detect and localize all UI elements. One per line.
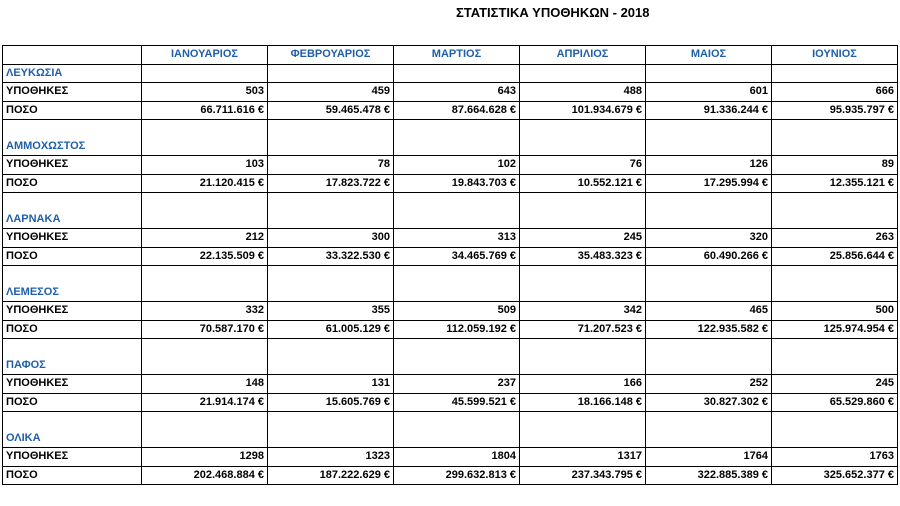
region-row bbox=[3, 357, 898, 375]
mortgage-amount-cell: 17.295.994 € bbox=[646, 174, 772, 193]
mortgage-count-cell: 102 bbox=[394, 156, 520, 175]
mortgage-amount-cell: 60.490.266 € bbox=[646, 247, 772, 266]
mortgage-amount-cell: 35.483.323 € bbox=[520, 247, 646, 266]
empty-cell bbox=[142, 357, 268, 375]
empty-cell bbox=[520, 430, 646, 448]
empty-cell bbox=[520, 357, 646, 375]
empty-cell bbox=[646, 211, 772, 229]
mortgage-amount-cell: 33.322.530 € bbox=[268, 247, 394, 266]
empty-cell bbox=[142, 284, 268, 302]
row-label-count: ΥΠΟΘΗΚΕΣ bbox=[3, 375, 142, 394]
empty-cell bbox=[3, 339, 142, 357]
empty-cell bbox=[772, 412, 898, 430]
empty-cell bbox=[268, 120, 394, 138]
row-label-amount: ΠΟΣΟ bbox=[3, 101, 142, 120]
region-row bbox=[3, 138, 898, 156]
empty-cell bbox=[268, 430, 394, 448]
month-header: ΜΑΙΟΣ bbox=[646, 46, 772, 65]
mortgage-count-cell: 1804 bbox=[394, 448, 520, 467]
mortgage-count-cell: 263 bbox=[772, 229, 898, 248]
mortgage-count-cell: 509 bbox=[394, 302, 520, 321]
mortgage-amount-cell: 187.222.629 € bbox=[268, 466, 394, 485]
row-label-amount: ΠΟΣΟ bbox=[3, 393, 142, 412]
empty-cell bbox=[520, 412, 646, 430]
region-name: ΑΜΜΟΧΩΣΤΟΣ bbox=[3, 138, 142, 156]
mortgage-amount-cell: 12.355.121 € bbox=[772, 174, 898, 193]
empty-cell bbox=[268, 266, 394, 284]
empty-cell bbox=[394, 284, 520, 302]
empty-cell bbox=[394, 357, 520, 375]
region-name: ΛΑΡΝΑΚΑ bbox=[3, 211, 142, 229]
mortgage-count-cell: 1763 bbox=[772, 448, 898, 467]
spacer-row bbox=[3, 266, 898, 284]
mortgage-amount-cell: 34.465.769 € bbox=[394, 247, 520, 266]
empty-cell bbox=[394, 193, 520, 211]
spacer-row bbox=[3, 120, 898, 138]
empty-cell bbox=[772, 193, 898, 211]
empty-cell bbox=[142, 266, 268, 284]
empty-cell bbox=[772, 357, 898, 375]
empty-cell bbox=[772, 64, 898, 83]
empty-cell bbox=[394, 211, 520, 229]
region-row bbox=[3, 430, 898, 448]
mortgage-count-cell: 245 bbox=[772, 375, 898, 394]
mortgage-count-cell: 313 bbox=[394, 229, 520, 248]
mortgage-count-cell: 459 bbox=[268, 83, 394, 102]
mortgage-count-cell: 503 bbox=[142, 83, 268, 102]
empty-cell bbox=[394, 64, 520, 83]
mortgage-amount-cell: 10.552.121 € bbox=[520, 174, 646, 193]
mortgage-count-cell: 131 bbox=[268, 375, 394, 394]
mortgage-amount-cell: 112.059.192 € bbox=[394, 320, 520, 339]
empty-cell bbox=[142, 138, 268, 156]
empty-cell bbox=[3, 120, 142, 138]
spacer-row bbox=[3, 339, 898, 357]
spacer-row bbox=[3, 193, 898, 211]
empty-cell bbox=[646, 64, 772, 83]
empty-cell bbox=[142, 430, 268, 448]
mortgage-count-cell: 300 bbox=[268, 229, 394, 248]
mortgage-amount-cell: 70.587.170 € bbox=[142, 320, 268, 339]
mortgage-stats-table bbox=[2, 45, 898, 485]
mortgage-amount-cell: 87.664.628 € bbox=[394, 101, 520, 120]
row-label-amount: ΠΟΣΟ bbox=[3, 320, 142, 339]
empty-cell bbox=[3, 266, 142, 284]
empty-cell bbox=[520, 138, 646, 156]
mortgage-count-cell: 320 bbox=[646, 229, 772, 248]
mortgage-amount-cell: 91.336.244 € bbox=[646, 101, 772, 120]
row-label-count: ΥΠΟΘΗΚΕΣ bbox=[3, 302, 142, 321]
mortgage-count-cell: 103 bbox=[142, 156, 268, 175]
empty-cell bbox=[394, 412, 520, 430]
mortgage-amount-cell: 122.935.582 € bbox=[646, 320, 772, 339]
empty-cell bbox=[772, 120, 898, 138]
row-label-count: ΥΠΟΘΗΚΕΣ bbox=[3, 83, 142, 102]
empty-cell bbox=[142, 120, 268, 138]
empty-cell bbox=[646, 266, 772, 284]
empty-cell bbox=[646, 120, 772, 138]
region-name: ΠΑΦΟΣ bbox=[3, 357, 142, 375]
mortgage-count-cell: 500 bbox=[772, 302, 898, 321]
empty-cell bbox=[394, 138, 520, 156]
empty-cell bbox=[772, 266, 898, 284]
row-label-count: ΥΠΟΘΗΚΕΣ bbox=[3, 448, 142, 467]
mortgage-count-cell: 252 bbox=[646, 375, 772, 394]
page-title: ΣΤΑΤΙΣΤΙΚΑ ΥΠΟΘΗΚΩΝ - 2018 bbox=[456, 5, 650, 20]
mortgage-amount-cell: 15.605.769 € bbox=[268, 393, 394, 412]
mortgage-amount-cell: 21.120.415 € bbox=[142, 174, 268, 193]
empty-cell bbox=[142, 412, 268, 430]
region-row bbox=[3, 284, 898, 302]
mortgage-amount-cell: 17.823.722 € bbox=[268, 174, 394, 193]
mortgage-count-cell: 166 bbox=[520, 375, 646, 394]
spacer-row bbox=[3, 412, 898, 430]
mortgage-count-cell: 212 bbox=[142, 229, 268, 248]
empty-cell bbox=[520, 284, 646, 302]
empty-cell bbox=[646, 339, 772, 357]
mortgage-count-cell: 76 bbox=[520, 156, 646, 175]
row-label-amount: ΠΟΣΟ bbox=[3, 247, 142, 266]
mortgage-amount-cell: 325.652.377 € bbox=[772, 466, 898, 485]
mortgage-amount-cell: 101.934.679 € bbox=[520, 101, 646, 120]
mortgage-count-cell: 89 bbox=[772, 156, 898, 175]
mortgage-amount-cell: 30.827.302 € bbox=[646, 393, 772, 412]
mortgage-amount-cell: 18.166.148 € bbox=[520, 393, 646, 412]
mortgage-count-row bbox=[3, 375, 898, 394]
mortgage-amount-row bbox=[3, 393, 898, 412]
empty-cell bbox=[268, 138, 394, 156]
table-body bbox=[3, 64, 898, 485]
mortgage-count-cell: 126 bbox=[646, 156, 772, 175]
mortgage-amount-cell: 299.632.813 € bbox=[394, 466, 520, 485]
empty-cell bbox=[3, 412, 142, 430]
mortgage-amount-row bbox=[3, 174, 898, 193]
empty-cell bbox=[520, 266, 646, 284]
mortgage-amount-cell: 25.856.644 € bbox=[772, 247, 898, 266]
mortgage-count-row bbox=[3, 83, 898, 102]
empty-cell bbox=[772, 138, 898, 156]
empty-cell bbox=[268, 339, 394, 357]
empty-cell bbox=[520, 64, 646, 83]
mortgage-amount-cell: 202.468.884 € bbox=[142, 466, 268, 485]
mortgage-amount-row bbox=[3, 466, 898, 485]
mortgage-amount-cell: 19.843.703 € bbox=[394, 174, 520, 193]
row-label-amount: ΠΟΣΟ bbox=[3, 466, 142, 485]
mortgage-count-cell: 342 bbox=[520, 302, 646, 321]
empty-cell bbox=[646, 193, 772, 211]
mortgage-count-row bbox=[3, 156, 898, 175]
empty-cell bbox=[394, 430, 520, 448]
empty-cell bbox=[520, 339, 646, 357]
empty-cell bbox=[268, 412, 394, 430]
region-name: ΛΕΥΚΩΣΙΑ bbox=[3, 64, 142, 83]
empty-cell bbox=[646, 284, 772, 302]
mortgage-count-cell: 643 bbox=[394, 83, 520, 102]
empty-cell bbox=[394, 266, 520, 284]
mortgage-amount-cell: 322.885.389 € bbox=[646, 466, 772, 485]
region-name: ΟΛΙΚΑ bbox=[3, 430, 142, 448]
row-label-count: ΥΠΟΘΗΚΕΣ bbox=[3, 229, 142, 248]
mortgage-count-cell: 601 bbox=[646, 83, 772, 102]
empty-cell bbox=[772, 284, 898, 302]
empty-cell bbox=[520, 193, 646, 211]
month-header-row bbox=[3, 46, 898, 65]
mortgage-amount-cell: 45.599.521 € bbox=[394, 393, 520, 412]
mortgage-count-cell: 488 bbox=[520, 83, 646, 102]
mortgage-count-cell: 148 bbox=[142, 375, 268, 394]
empty-cell bbox=[646, 430, 772, 448]
month-header: ΙΟΥΝΙΟΣ bbox=[772, 46, 898, 65]
mortgage-amount-cell: 71.207.523 € bbox=[520, 320, 646, 339]
empty-cell bbox=[268, 193, 394, 211]
empty-cell bbox=[646, 138, 772, 156]
empty-cell bbox=[646, 412, 772, 430]
mortgage-count-row bbox=[3, 302, 898, 321]
mortgage-count-cell: 666 bbox=[772, 83, 898, 102]
empty-cell bbox=[772, 430, 898, 448]
mortgage-amount-row bbox=[3, 101, 898, 120]
mortgage-amount-row bbox=[3, 247, 898, 266]
empty-cell bbox=[268, 284, 394, 302]
mortgage-count-cell: 1298 bbox=[142, 448, 268, 467]
mortgage-amount-cell: 22.135.509 € bbox=[142, 247, 268, 266]
mortgage-count-cell: 332 bbox=[142, 302, 268, 321]
mortgage-count-cell: 1764 bbox=[646, 448, 772, 467]
mortgage-count-cell: 465 bbox=[646, 302, 772, 321]
empty-cell bbox=[520, 211, 646, 229]
empty-cell bbox=[394, 120, 520, 138]
empty-cell bbox=[268, 64, 394, 83]
empty-cell bbox=[268, 211, 394, 229]
header-corner-cell bbox=[3, 46, 142, 65]
month-header: ΜΑΡΤΙΟΣ bbox=[394, 46, 520, 65]
empty-cell bbox=[3, 193, 142, 211]
empty-cell bbox=[142, 211, 268, 229]
mortgage-amount-cell: 125.974.954 € bbox=[772, 320, 898, 339]
mortgage-amount-row bbox=[3, 320, 898, 339]
empty-cell bbox=[268, 357, 394, 375]
mortgage-count-row bbox=[3, 229, 898, 248]
region-row bbox=[3, 64, 898, 83]
mortgage-count-cell: 1323 bbox=[268, 448, 394, 467]
mortgage-count-cell: 245 bbox=[520, 229, 646, 248]
mortgage-count-cell: 237 bbox=[394, 375, 520, 394]
month-header: ΦΕΒΡΟΥΑΡΙΟΣ bbox=[268, 46, 394, 65]
region-name: ΛΕΜΕΣΟΣ bbox=[3, 284, 142, 302]
mortgage-count-cell: 78 bbox=[268, 156, 394, 175]
empty-cell bbox=[646, 357, 772, 375]
empty-cell bbox=[520, 120, 646, 138]
mortgage-amount-cell: 61.005.129 € bbox=[268, 320, 394, 339]
empty-cell bbox=[142, 339, 268, 357]
mortgage-amount-cell: 237.343.795 € bbox=[520, 466, 646, 485]
month-header: ΑΠΡΙΛΙΟΣ bbox=[520, 46, 646, 65]
row-label-count: ΥΠΟΘΗΚΕΣ bbox=[3, 156, 142, 175]
empty-cell bbox=[772, 339, 898, 357]
empty-cell bbox=[394, 339, 520, 357]
mortgage-count-cell: 355 bbox=[268, 302, 394, 321]
empty-cell bbox=[772, 211, 898, 229]
row-label-amount: ΠΟΣΟ bbox=[3, 174, 142, 193]
mortgage-count-cell: 1317 bbox=[520, 448, 646, 467]
region-row bbox=[3, 211, 898, 229]
mortgage-amount-cell: 21.914.174 € bbox=[142, 393, 268, 412]
mortgage-amount-cell: 95.935.797 € bbox=[772, 101, 898, 120]
mortgage-amount-cell: 66.711.616 € bbox=[142, 101, 268, 120]
empty-cell bbox=[142, 193, 268, 211]
mortgage-amount-cell: 65.529.860 € bbox=[772, 393, 898, 412]
mortgage-count-row bbox=[3, 448, 898, 467]
month-header: ΙΑΝΟΥΑΡΙΟΣ bbox=[142, 46, 268, 65]
mortgage-amount-cell: 59.465.478 € bbox=[268, 101, 394, 120]
empty-cell bbox=[142, 64, 268, 83]
